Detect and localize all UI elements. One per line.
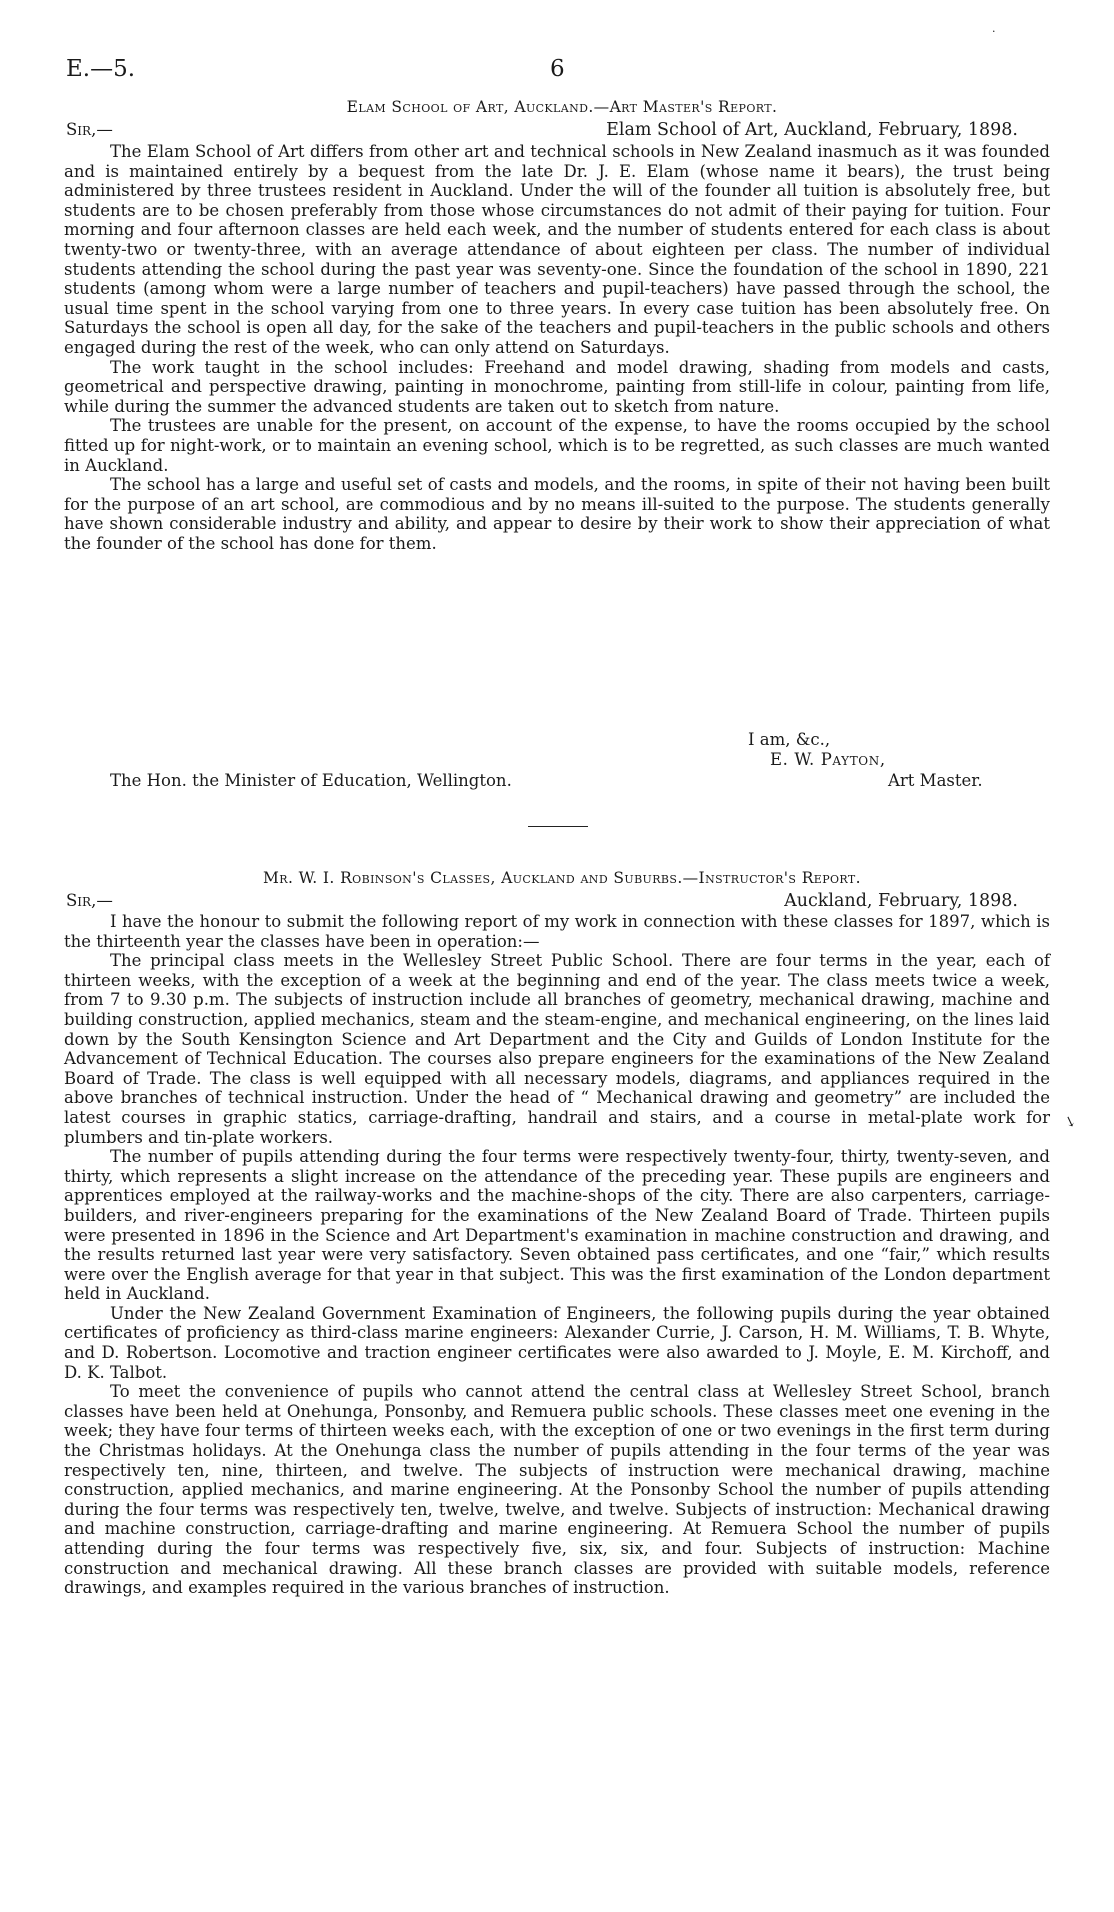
section-divider <box>528 826 588 827</box>
report1-position: Art Master. <box>888 771 983 790</box>
corner-mark: . <box>992 22 996 35</box>
page-number: 6 <box>550 56 565 82</box>
report1-body <box>64 142 1050 553</box>
report2-paragraph: The principal class meets in the Wellesley Street Public School. There are four terms in the year, each of thirteen weeks, with the exception of a week at the beginning and end of the year. The class meets twice a week, from 7 to 9.30 p.m. The subjects of instruction include all branches of geometry, mechanical drawing, machine and building construction, applied mechanics, steam and the steam-engine, and mechanical engineering, on the lines laid down by the South Kensington Science and Art Department and the City and Guilds of London Institute for the Advancement of Technical Education. The courses also prepare engineers for the examinations of the New Zealand Board of Trade. The class is well equipped with all necessary models, diagrams, and appliances required in the above branches of technical instruction. Under the head of “ Mechanical drawing and geometry” are included the latest courses in graphic statics, carriage-drafting, handrail and stairs, and a course in metal-plate work for plumbers and tin-plate workers. <box>64 951 1050 1147</box>
report2-paragraph: Under the New Zealand Government Examination of Engineers, the following pupils during the year obtained certificates of proficiency as third-class marine engineers: Alexander Currie, J. Carson, H. M. Williams, T. B. Whyte, and D. Robertson. Locomotive and traction engineer certificates were also awarded to J. Moyle, E. M. Kirchoff, and D. K. Talbot. <box>64 1303 1050 1382</box>
report1-salutation: Sir,— <box>66 120 113 139</box>
report2-title: Mr. W. I. Robinson's Classes, Auckland and Suburbs.—Instructor's Report. <box>263 869 861 887</box>
report1-addressee: The Hon. the Minister of Education, Wellington. <box>110 771 512 790</box>
margin-annotation: ↘ <box>1061 1112 1079 1132</box>
report2-dateline: Auckland, February, 1898. <box>784 891 1018 911</box>
report2-body <box>64 912 1050 1598</box>
report1-signature: E. W. Payton, <box>770 750 886 769</box>
report1-paragraph: The work taught in the school includes: Freehand and model drawing, shading from models and casts, geometrical and perspective drawing, painting in monochrome, painting from still-life in colour, painting from life, while during the summer the advanced students are taken out to sketch from nature. <box>64 357 1050 416</box>
report1-paragraph: The Elam School of Art differs from other art and technical schools in New Zealand inasmuch as it was founded and is maintained entirely by a bequest from the late Dr. J. E. Elam (whose name it bears), the trust being administered by three trustees resident in Auckland. Under the will of the founder all tuition is absolutely free, but students are to be chosen preferably from those whose circumstances do not admit of their paying for tuition. Four morning and four afternoon classes are held each week, and the number of students entered for each class is about twenty-two or twenty-three, with an average attendance of about eighteen per class. The number of individual students attending the school during the past year was seventy-one. Since the foundation of the school in 1890, 221 students (among whom were a large number of teachers and pupil-teachers) have passed through the school, the usual time spent in the school varying from one to three years. In every case tuition has been absolutely free. On Saturdays the school is open all day, for the sake of the teachers and pupil-teachers in the public schools and others engaged during the rest of the week, who can only attend on Saturdays. <box>64 142 1050 357</box>
report1-dateline: Elam School of Art, Auckland, February, 1898. <box>606 120 1018 140</box>
report2-salutation: Sir,— <box>66 891 113 910</box>
report2-paragraph: I have the honour to submit the following report of my work in connection with these classes for 1897, which is the thirteenth year the classes have been in operation:— <box>64 912 1050 951</box>
report1-closing: I am, &c., <box>748 730 831 749</box>
report1-paragraph: The school has a large and useful set of casts and models, and the rooms, in spite of their not having been built for the purpose of an art school, are commodious and by no means ill-suited to the purpose. The students generally have shown considerable industry and ability, and appear to desire by their work to show their appreciation of what the founder of the school has done for them. <box>64 475 1050 553</box>
report1-paragraph: The trustees are unable for the present, on account of the expense, to have the rooms occupied by the school fitted up for night-work, or to maintain an evening school, which is to be regretted, as such classes are much wanted in Auckland. <box>64 416 1050 475</box>
document-reference: E.—5. <box>66 56 136 82</box>
report1-title: Elam School of Art, Auckland.—Art Master's Report. <box>346 98 778 116</box>
report2-paragraph: To meet the convenience of pupils who cannot attend the central class at Wellesley Street School, branch classes have been held at Onehunga, Ponsonby, and Remuera public schools. These classes meet one evening in the week; they have four terms of thirteen weeks each, with the exception of one or two evenings in the first term during the Christmas holidays. At the Onehunga class the number of pupils attending in the four terms of the year was respectively ten, nine, thirteen, and twelve. The subjects of instruction were mechanical drawing, machine construction, applied mechanics, and marine engineering. At the Ponsonby School the number of pupils attending during the four terms was respectively ten, twelve, twelve, and twelve. Subjects of instruction: Mechanical drawing and machine construction, carriage-drafting and marine engineering. At Remuera School the number of pupils attending during the four terms was respectively five, six, six, and four. Subjects of instruction: Machine construction and mechanical drawing. All these branch classes are provided with suitable models, reference drawings, and examples required in the various branches of instruction. <box>64 1382 1050 1598</box>
report2-paragraph: The number of pupils attending during the four terms were respectively twenty-four, thirty, twenty-seven, and thirty, which represents a slight increase on the attendance of the preceding year. These pupils are engineers and apprentices employed at the railway-works and the machine-shops of the city. There are also carpenters, carriage-builders, and river-engineers preparing for the examinations of the New Zealand Board of Trade. Thirteen pupils were presented in 1896 in the Science and Art Department's examination in machine construction and drawing, and the results returned last year were very satisfactory. Seven obtained pass certificates, and one “fair,” which results were over the English average for that year in that subject. This was the first examination of the London department held in Auckland. <box>64 1147 1050 1304</box>
